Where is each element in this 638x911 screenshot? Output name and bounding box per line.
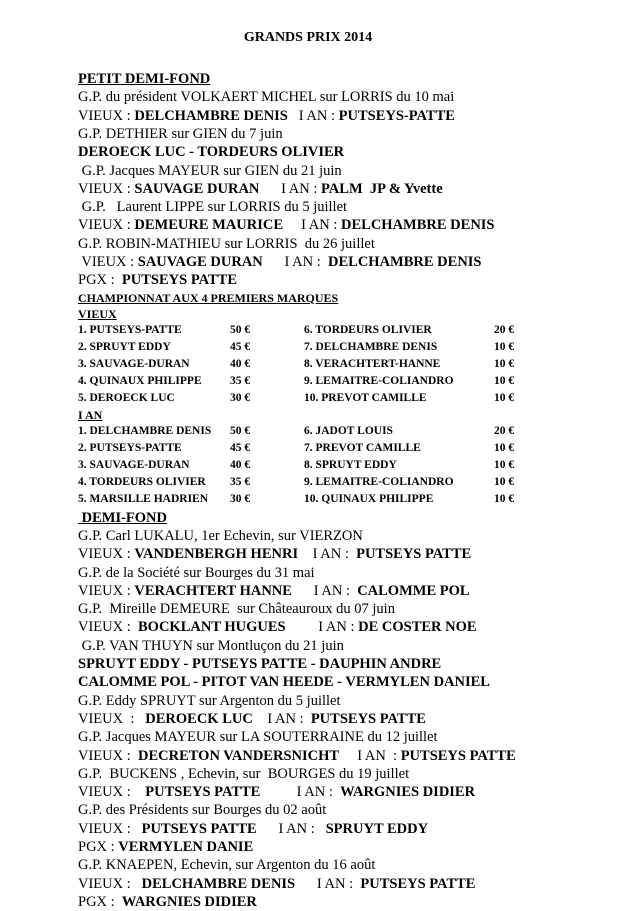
text: VIEUX : <box>78 107 135 124</box>
table-cell: 7. PREVOT CAMILLE <box>304 441 421 454</box>
result-line <box>78 856 375 874</box>
table-cell: 10 € <box>494 391 515 404</box>
result-line <box>78 107 455 125</box>
result-line <box>78 728 438 746</box>
bold-text: DE COSTER NOE <box>358 619 477 636</box>
bold-text: SAUVAGE DURAN <box>137 254 263 270</box>
table-cell: 6. TORDEURS OLIVIER <box>304 323 432 336</box>
table-cell: 6. JADOT LOUIS <box>304 424 393 437</box>
text: G.P. Jacques MAYEUR sur GIEN du 21 juin <box>78 162 342 179</box>
bold-text: VERACHTERT HANNE <box>134 582 292 599</box>
table-cell: 5. MARSILLE HADRIEN <box>78 492 209 505</box>
bold-text: PUTSEYS PATTE <box>141 820 257 837</box>
text: PGX : <box>78 839 119 855</box>
table-cell: 45 € <box>230 441 251 454</box>
text: VIEUX : <box>78 820 142 837</box>
text: G.P. du président VOLKAERT MICHEL sur LORRIS du 10 mai <box>78 89 455 106</box>
bold-text: DELCHAMBRE DENIS <box>134 107 288 124</box>
table-cell: 4. TORDEURS OLIVIER <box>78 475 206 488</box>
text: I AN : <box>295 875 361 892</box>
table-cell: 10 € <box>494 441 515 454</box>
text: G.P. de la Société sur Bourges du 31 mai <box>78 564 315 581</box>
bold-text: CALOMME POL <box>357 582 470 599</box>
table-cell: 9. LEMAITRE-COLIANDRO <box>304 475 454 488</box>
bold-text: DECRETON VANDERSNICHT <box>138 747 340 764</box>
result-line <box>78 564 315 582</box>
ian-label: I AN <box>78 407 103 422</box>
text: G.P. VAN THUYN sur Montluçon du 21 juin <box>78 637 344 654</box>
text: VIEUX : <box>78 784 146 801</box>
result-line <box>78 198 347 216</box>
bold-text: WARGNIES DIDIER <box>121 893 257 910</box>
section-heading-petit-demi-fond <box>78 70 210 88</box>
bold-text: PUTSEYS PATTE <box>400 747 516 764</box>
table-cell: 10 € <box>494 357 515 370</box>
table-cell: 7. DELCHAMBRE DENIS <box>304 340 438 353</box>
bold-text: SPRUYT EDDY - PUTSEYS PATTE - DAUPHIN ANDRE <box>78 656 442 672</box>
text: G.P. Jacques MAYEUR sur LA SOUTERRAINE du 12 juillet <box>78 729 438 746</box>
bold-text: PUTSEYS PATTE <box>356 546 472 563</box>
text: I AN : <box>298 546 357 563</box>
result-line <box>78 180 443 198</box>
text: G.P. Mireille DEMEURE sur Châteauroux du 07 juin <box>78 601 395 618</box>
bold-text: VANDENBERGH HENRI <box>134 546 299 563</box>
text: I AN : <box>285 619 359 636</box>
table-cell: 10 € <box>494 458 515 471</box>
text: I AN : <box>260 784 341 801</box>
table-cell: 10 € <box>494 475 515 488</box>
table-cell: 2. PUTSEYS-PATTE <box>78 441 182 454</box>
result-line <box>78 88 454 106</box>
table-cell: 35 € <box>230 475 251 488</box>
result-line <box>78 600 395 618</box>
text: PGX : <box>78 272 122 289</box>
bold-text: DEROECK LUC - TORDEURS OLIVIER <box>78 144 345 161</box>
result-line <box>78 545 471 563</box>
result-line <box>78 655 441 673</box>
table-cell: 10 € <box>494 374 515 387</box>
result-line <box>78 618 477 636</box>
result-line <box>78 253 482 271</box>
bold-text: DEROECK LUC <box>145 710 253 727</box>
text: I AN : <box>262 254 325 270</box>
result-line <box>78 820 428 838</box>
result-line <box>78 783 475 801</box>
result-line <box>78 838 253 856</box>
result-line <box>78 271 237 289</box>
result-line <box>78 875 475 893</box>
text: PGX : <box>78 893 122 910</box>
text: VIEUX : <box>78 180 135 197</box>
table-cell: 50 € <box>230 323 251 336</box>
table-cell: 10 € <box>494 340 515 353</box>
bold-text: DEMI-FOND <box>78 509 168 526</box>
table-cell: 8. VERACHTERT-HANNE <box>304 357 441 370</box>
bold-text: DELCHAMBRE DENIS <box>341 217 495 234</box>
bold-text: DEMEURE MAURICE <box>134 217 284 234</box>
text: VIEUX : <box>78 546 135 563</box>
table-cell: 5. DEROECK LUC <box>78 391 175 404</box>
result-line <box>78 801 326 819</box>
text: G.P. Laurent LIPPE sur LORRIS du 5 juillet <box>78 199 348 216</box>
table-cell: 35 € <box>230 374 251 387</box>
text: I AN : <box>252 710 311 727</box>
table-cell: 10. PREVOT CAMILLE <box>304 391 427 404</box>
text: VIEUX : <box>78 254 138 270</box>
result-line <box>78 893 257 911</box>
bold-text: WARGNIES DIDIER <box>340 784 476 801</box>
result-line <box>78 125 283 143</box>
table-cell: 9. LEMAITRE-COLIANDRO <box>304 374 454 387</box>
bold-text: SAUVAGE DURAN <box>134 180 260 197</box>
result-line <box>78 765 409 783</box>
result-line <box>78 216 495 234</box>
table-cell: 1. DELCHAMBRE DENIS <box>78 424 212 437</box>
text: G.P. ROBIN-MATHIEU sur LORRIS du 26 juillet <box>78 235 375 252</box>
text: I AN : <box>259 180 322 197</box>
result-line <box>78 162 342 180</box>
table-cell: 1. PUTSEYS-PATTE <box>78 323 182 336</box>
table-cell: 30 € <box>230 391 251 404</box>
page-title: GRANDS PRIX 2014 <box>243 30 373 45</box>
bold-text: CALOMME POL - PITOT VAN HEEDE - VERMYLEN DANIEL <box>78 674 490 691</box>
result-line <box>78 637 344 655</box>
result-line <box>78 692 341 710</box>
bold-text: PUTSEYS PATTE <box>121 272 238 289</box>
table-cell: 40 € <box>230 458 251 471</box>
text: VIEUX : <box>78 217 135 234</box>
bold-text: PUTSEYS PATTE <box>310 710 426 727</box>
text: I AN : <box>291 582 358 599</box>
text: VIEUX : <box>78 582 135 599</box>
text: VIEUX : <box>78 619 139 636</box>
bold-text: PUTSEYS-PATTE <box>338 107 455 124</box>
text: I AN : <box>283 217 342 234</box>
bold-text: PETIT DEMI-FOND <box>78 71 211 87</box>
table-cell: 20 € <box>494 323 515 336</box>
table-cell: 10 € <box>494 492 515 505</box>
result-line <box>78 710 426 728</box>
text: G.P. des Présidents sur Bourges du 02 août <box>78 802 327 819</box>
championnat-heading: CHAMPIONNAT AUX 4 PREMIERS MARQUES <box>78 290 339 305</box>
text: I AN : <box>287 107 339 124</box>
section-heading-demi-fond <box>78 509 167 527</box>
result-line <box>78 235 375 253</box>
text: G.P. DETHIER sur GIEN du 7 juin <box>78 125 283 142</box>
table-cell: 10. QUINAUX PHILIPPE <box>304 492 434 505</box>
table-cell: 30 € <box>230 492 251 505</box>
bold-text: PUTSEYS PATTE <box>145 784 261 801</box>
table-cell: 3. SAUVAGE-DURAN <box>78 357 190 370</box>
table-cell: 8. SPRUYT EDDY <box>304 458 397 471</box>
table-cell: 20 € <box>494 424 515 437</box>
table-cell: 40 € <box>230 357 251 370</box>
result-line <box>78 673 490 691</box>
text: VIEUX : <box>78 747 139 764</box>
bold-text: DELCHAMBRE DENIS <box>324 254 482 270</box>
result-line <box>78 747 516 765</box>
bold-text: VERMYLEN DANIE <box>118 839 254 855</box>
table-cell: 50 € <box>230 424 251 437</box>
bold-text: PUTSEYS PATTE <box>360 875 476 892</box>
text: I AN : <box>256 820 326 837</box>
vieux-label: VIEUX <box>78 306 117 321</box>
table-cell: 3. SAUVAGE-DURAN <box>78 458 190 471</box>
bold-text: DELCHAMBRE DENIS <box>141 875 296 892</box>
text: I AN : <box>339 747 401 764</box>
bold-text: BOCKLANT HUGUES <box>138 619 286 636</box>
table-cell: 2. SPRUYT EDDY <box>78 340 171 353</box>
text: VIEUX : <box>78 875 142 892</box>
table-cell: 4. QUINAUX PHILIPPE <box>78 374 202 387</box>
text: VIEUX : <box>78 710 146 727</box>
table-cell: 45 € <box>230 340 251 353</box>
text: G.P. KNAEPEN, Echevin, sur Argenton du 16 août <box>78 857 376 874</box>
text: G.P. Eddy SPRUYT sur Argenton du 5 juillet <box>78 692 341 709</box>
bold-text: SPRUYT EDDY <box>325 820 429 837</box>
bold-text: PALM JP & Yvette <box>321 180 443 197</box>
result-line <box>78 143 344 161</box>
text: G.P. BUCKENS , Echevin, sur BOURGES du 19 juillet <box>78 765 410 782</box>
result-line <box>78 582 470 600</box>
result-line <box>78 527 363 545</box>
text: G.P. Carl LUKALU, 1er Echevin, sur VIERZON <box>78 527 363 544</box>
